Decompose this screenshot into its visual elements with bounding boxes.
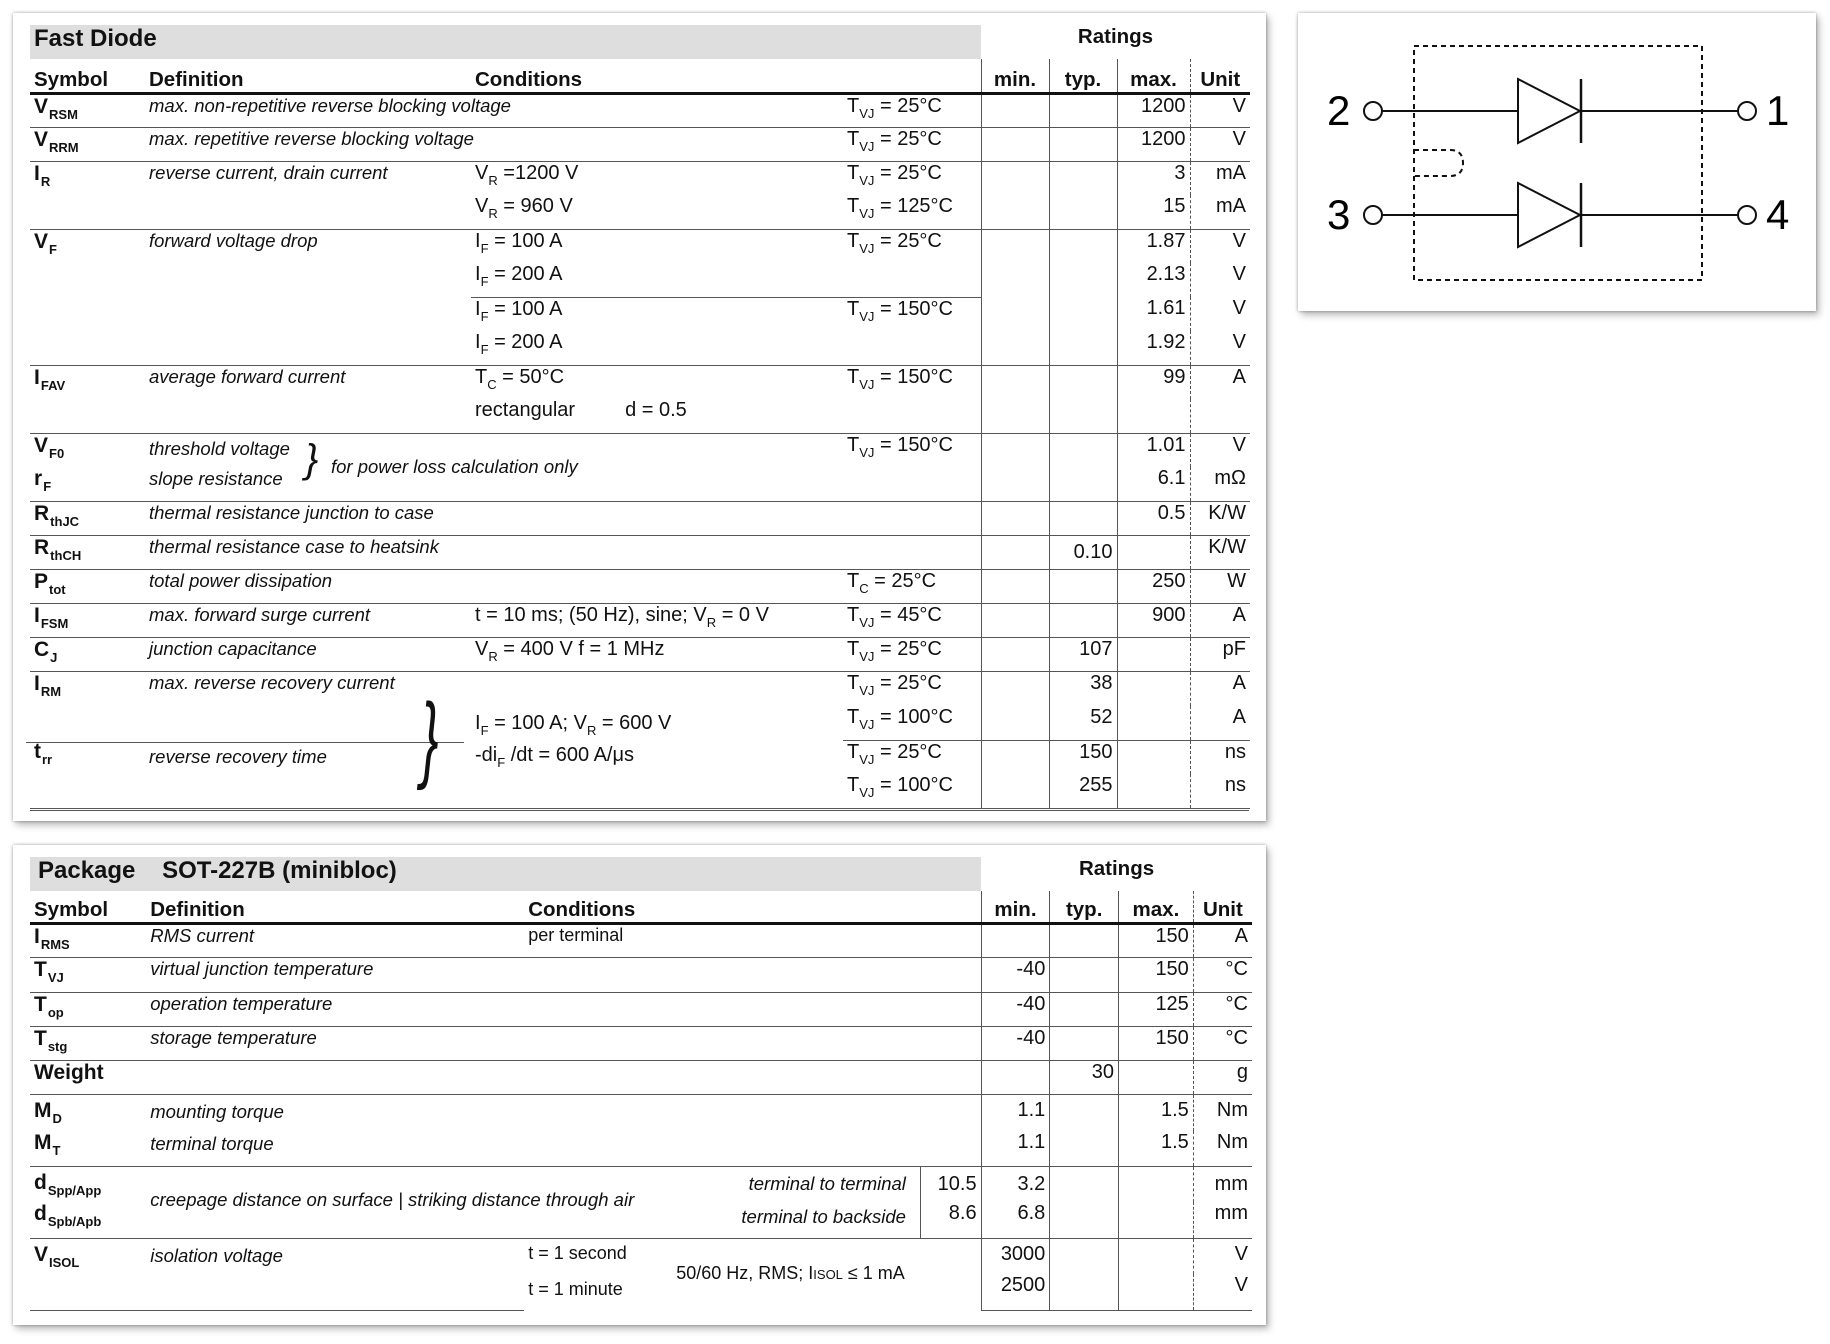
temp-sub: VJ	[859, 376, 875, 392]
table-row	[30, 535, 1250, 569]
definition: thermal resistance case to heatsink	[145, 535, 471, 569]
temp-label: T	[847, 603, 860, 626]
typ-value: 52	[1049, 706, 1117, 740]
condition: per terminal	[528, 924, 624, 945]
max-value: 1.87	[1117, 229, 1190, 263]
max-value: 0.5	[1117, 501, 1190, 535]
table-row	[30, 671, 1250, 706]
header-unit: Unit	[1190, 59, 1250, 93]
temp-label: T	[847, 433, 860, 456]
symbol: R	[34, 535, 50, 559]
cond-value: = 960 V	[497, 195, 573, 217]
symbol: I	[34, 365, 40, 389]
temp-label: T	[847, 127, 860, 150]
min-value: 3000	[981, 1238, 1050, 1274]
unit: V	[1190, 331, 1250, 365]
temp-sub: VJ	[859, 240, 875, 256]
cond-value: = 100 A	[488, 297, 563, 320]
package-outline	[1414, 46, 1702, 280]
temp-sub: VJ	[859, 751, 875, 767]
definition: mounting torque	[146, 1094, 524, 1131]
condition: t = 1 minute	[528, 1278, 623, 1299]
definition: total power dissipation	[145, 569, 471, 603]
symbol-sub: rr	[42, 752, 53, 767]
unit: K/W	[1190, 535, 1250, 569]
symbol: T	[34, 992, 47, 1016]
package-table	[30, 857, 1252, 1311]
temp-sub: VJ	[859, 444, 875, 460]
isolation-note	[676, 1263, 905, 1284]
table-row	[30, 229, 1250, 263]
cond-sub: R	[488, 648, 498, 664]
package-panel	[13, 845, 1266, 1325]
unit: ns	[1190, 774, 1250, 808]
cond-label: V	[475, 637, 489, 660]
temp-value: = 100°C	[879, 706, 953, 728]
temp-label: T	[847, 740, 860, 763]
cond-sub: R	[706, 614, 717, 630]
temp-value: = 125°C	[879, 195, 953, 217]
max-value: 1.92	[1117, 331, 1190, 365]
symbol-sub: thCH	[50, 547, 82, 563]
note-sub: ISOL	[813, 1266, 843, 1282]
header-max: max.	[1117, 59, 1190, 93]
cond-value: = 200 A	[488, 331, 563, 353]
definition: max. repetitive reverse blocking voltage	[145, 127, 471, 161]
symbol-sub: tot	[49, 581, 66, 597]
temp-sub: VJ	[859, 105, 875, 121]
cond-sub: R	[586, 722, 597, 738]
definition: forward voltage drop	[145, 229, 471, 365]
typ-value: 0.10	[1049, 535, 1117, 569]
temp-value: = 25°C	[879, 740, 942, 763]
symbol-sub: J	[50, 649, 58, 665]
unit: A	[1190, 706, 1250, 740]
unit: pF	[1190, 637, 1250, 671]
temp-sub: C	[859, 580, 869, 596]
unit: °C	[1193, 992, 1252, 1026]
cond-label: V	[475, 195, 489, 217]
temp-value: = 45°C	[879, 603, 942, 626]
unit: g	[1193, 1060, 1252, 1094]
max-value: 15	[1117, 195, 1190, 229]
cond-value: = 100 A; V	[488, 711, 587, 734]
definition: storage temperature	[146, 1026, 524, 1060]
temp-value: = 25°C	[879, 127, 942, 150]
max-value: 2.13	[1117, 263, 1190, 297]
table-row	[30, 1060, 1252, 1094]
unit: A	[1190, 671, 1250, 706]
isolation-path	[1414, 150, 1463, 176]
header-symbol: Symbol	[30, 59, 145, 93]
symbol: M	[34, 1131, 52, 1154]
max-value: 1.5	[1119, 1094, 1194, 1131]
symbol-sub: D	[52, 1110, 62, 1126]
table-row	[30, 1202, 1252, 1238]
ratings-label: Ratings	[1077, 25, 1154, 48]
diode-bottom-icon	[1518, 183, 1580, 247]
header-min: min.	[981, 59, 1049, 93]
definition: thermal resistance junction to case	[145, 501, 471, 535]
fast-diode-table	[30, 25, 1250, 809]
temp-label: T	[847, 297, 860, 320]
symbol-sub: VJ	[47, 969, 64, 985]
symbol: I	[34, 924, 40, 948]
typ-value: 150	[1049, 740, 1117, 774]
max-value: 3	[1117, 161, 1190, 195]
unit: A	[1193, 923, 1252, 957]
max-value: 150	[1119, 957, 1194, 992]
table-row	[30, 501, 1250, 535]
definition: max. reverse recovery current	[149, 671, 395, 693]
symbol-sub: ISOL	[49, 1254, 80, 1270]
temp-value: = 25°C	[879, 94, 942, 117]
diode-top-icon	[1518, 79, 1580, 143]
recovery-cond-1	[475, 711, 672, 738]
unit: mA	[1190, 195, 1250, 229]
temp-label: T	[847, 195, 860, 217]
typ-value: 107	[1049, 637, 1117, 671]
min-value: 1.1	[981, 1094, 1050, 1131]
symbol: T	[34, 1026, 47, 1050]
definition: junction capacitance	[145, 637, 471, 671]
temp-label: T	[847, 671, 860, 694]
table-row	[30, 161, 1250, 195]
temp-sub: VJ	[859, 682, 875, 698]
max-value: 150	[1119, 1026, 1194, 1060]
cond-sub: R	[488, 206, 498, 221]
max-value: 250	[1117, 569, 1190, 603]
temp-label: T	[847, 637, 860, 660]
cond-label: T	[475, 365, 488, 388]
unit: mA	[1190, 161, 1250, 195]
symbol: t	[34, 740, 41, 763]
temp-value: = 25°C	[874, 569, 937, 592]
symbol-sub: RM	[40, 683, 62, 699]
definition: slope resistance	[149, 467, 283, 489]
temp-label: T	[847, 569, 860, 592]
unit: K/W	[1190, 501, 1250, 535]
cond-label: I	[475, 711, 481, 734]
unit: V	[1190, 127, 1250, 161]
min-value: -40	[981, 957, 1050, 992]
temp-label: T	[847, 706, 860, 728]
cond-label: V	[475, 161, 489, 184]
unit: A	[1190, 365, 1250, 399]
unit: A	[1190, 603, 1250, 637]
max-value: 99	[1117, 365, 1190, 399]
creepage-definition: creepage distance on surface | striking distance through air	[150, 1188, 635, 1210]
table-row	[30, 93, 1250, 127]
symbol-sub: F	[43, 479, 52, 494]
diode-schematic	[1298, 13, 1816, 311]
brace-icon: }	[305, 436, 319, 481]
symbol: V	[34, 433, 49, 457]
symbol: d	[34, 1202, 47, 1225]
min-value: 2500	[981, 1274, 1050, 1310]
cond-value: d = 0.5	[625, 399, 687, 421]
symbol-sub: RMS	[40, 936, 70, 952]
max-value: 1.61	[1117, 297, 1190, 331]
min-value: -40	[981, 1026, 1050, 1060]
unit: °C	[1193, 1026, 1252, 1060]
table-row	[30, 1131, 1252, 1166]
temp-sub: VJ	[859, 717, 875, 732]
extra-value: 10.5	[920, 1166, 981, 1202]
temp-label: T	[847, 229, 860, 252]
note-text: 50/60 Hz, RMS; I	[676, 1262, 814, 1283]
cond-value: = 400 V f = 1 MHz	[497, 637, 665, 660]
definition: reverse recovery time	[149, 745, 327, 767]
typ-value: 30	[1050, 1060, 1119, 1094]
condition: t = 1 second	[528, 1242, 627, 1263]
unit: ns	[1190, 740, 1250, 774]
temp-value: = 25°C	[879, 161, 942, 184]
header-definition: Definition	[146, 891, 524, 923]
temp-label: T	[847, 365, 860, 388]
extra-value: 8.6	[920, 1202, 981, 1238]
definition: RMS current	[150, 924, 255, 946]
cond-value: = 0 V	[716, 603, 769, 626]
ratings-label: Ratings	[1078, 857, 1155, 880]
symbol: R	[34, 501, 50, 525]
symbol-sub: T	[52, 1143, 61, 1158]
symbol: d	[34, 1170, 47, 1194]
header-typ: typ.	[1049, 59, 1117, 93]
cond-value: = 100 A	[488, 229, 563, 252]
cond-label: I	[475, 297, 481, 320]
package-title: Package	[38, 857, 136, 884]
max-value: 125	[1119, 992, 1194, 1026]
table-row	[30, 1026, 1252, 1060]
header-typ: typ.	[1050, 891, 1119, 923]
typ-value: 255	[1049, 774, 1117, 808]
temp-value: = 25°C	[879, 671, 942, 694]
divider	[30, 810, 1249, 811]
terminal-3-icon	[1364, 206, 1382, 224]
max-value: 1.5	[1119, 1131, 1194, 1166]
table-row	[30, 603, 1250, 637]
header-unit: Unit	[1193, 891, 1252, 923]
symbol: I	[34, 603, 40, 627]
fast-diode-panel	[13, 13, 1266, 821]
temp-value: = 25°C	[879, 637, 942, 660]
max-value: 1200	[1117, 127, 1190, 161]
cond-label: -di	[475, 743, 498, 766]
temp-label: T	[847, 161, 860, 184]
symbol: P	[34, 569, 49, 593]
min-value: 6.8	[981, 1202, 1050, 1238]
table-row	[30, 127, 1250, 161]
terminal-4-icon	[1738, 206, 1756, 224]
definition: max. non-repetitive reverse blocking voltage	[149, 94, 511, 116]
unit: mm	[1193, 1166, 1252, 1202]
temp-value: = 150°C	[879, 433, 953, 456]
symbol-sub: F	[49, 241, 57, 257]
table-row	[30, 923, 1252, 957]
min-value: 3.2	[981, 1166, 1050, 1202]
symbol-sub: thJC	[50, 513, 80, 529]
temp-value: = 150°C	[879, 297, 953, 320]
unit: mΩ	[1190, 467, 1250, 501]
definition: reverse current, drain current	[145, 161, 471, 229]
temp-value: = 25°C	[879, 229, 942, 252]
definition: virtual junction temperature	[146, 957, 524, 992]
symbol: C	[34, 637, 50, 661]
unit: Nm	[1193, 1131, 1252, 1166]
recovery-cond-2	[475, 743, 635, 770]
max-value: 6.1	[1117, 467, 1190, 501]
typ-value: 38	[1049, 671, 1117, 706]
symbol: I	[34, 161, 40, 185]
symbol: V	[34, 1242, 49, 1266]
terminal-2-icon	[1364, 102, 1382, 120]
symbol: I	[34, 671, 40, 695]
symbol: Weight	[30, 1060, 146, 1094]
symbol: V	[34, 229, 49, 253]
note-text: ≤ 1 mA	[842, 1262, 905, 1283]
temp-sub: VJ	[859, 172, 875, 188]
table-row	[30, 1094, 1252, 1131]
max-value: 150	[1119, 923, 1194, 957]
cond-sub: F	[480, 274, 489, 289]
cond-sub: F	[497, 754, 506, 770]
symbol: r	[34, 467, 43, 490]
cond-value: =1200 V	[497, 161, 579, 184]
header-definition: Definition	[145, 59, 471, 93]
unit: V	[1190, 263, 1250, 297]
temp-sub: VJ	[859, 648, 875, 664]
unit: V	[1190, 297, 1250, 331]
powerloss-note: for power loss calculation only	[331, 455, 578, 477]
table-row	[30, 992, 1252, 1026]
condition: terminal to terminal	[748, 1172, 906, 1194]
definition: threshold voltage	[149, 437, 290, 459]
temp-sub: VJ	[859, 206, 875, 221]
definition: max. forward surge current	[145, 603, 471, 637]
symbol-sub: F0	[49, 445, 65, 461]
temp-sub: VJ	[859, 308, 875, 324]
cond-label: rectangular	[475, 399, 576, 421]
min-value: 1.1	[981, 1131, 1050, 1166]
cond-label: I	[475, 331, 481, 353]
unit: W	[1190, 569, 1250, 603]
definition: terminal torque	[150, 1133, 274, 1154]
definition: average forward current	[145, 365, 471, 433]
unit: V	[1190, 93, 1250, 127]
cond-sub: F	[480, 722, 489, 738]
max-value: 1.01	[1117, 433, 1190, 467]
cond-value: = 200 A	[488, 263, 563, 285]
pin-label-4: 4	[1766, 191, 1790, 238]
header-min: min.	[981, 891, 1050, 923]
unit: V	[1193, 1274, 1252, 1310]
symbol: M	[34, 1098, 52, 1122]
header-conditions: Conditions	[471, 59, 981, 93]
temp-sub: VJ	[859, 785, 875, 800]
divider	[26, 742, 464, 743]
pin-label-1: 1	[1766, 87, 1790, 134]
max-value: 900	[1117, 603, 1190, 637]
temp-sub: VJ	[859, 138, 875, 154]
max-value: 1200	[1117, 93, 1190, 127]
min-value: -40	[981, 992, 1050, 1026]
table-row	[30, 957, 1252, 992]
symbol: V	[34, 94, 49, 118]
temp-label: T	[847, 94, 860, 117]
cond-sub: F	[480, 308, 489, 324]
symbol-sub: op	[47, 1004, 64, 1020]
package-name: SOT-227B (minibloc)	[162, 857, 397, 884]
symbol-sub: RRM	[49, 139, 79, 155]
symbol-sub: R	[40, 173, 51, 189]
cond-label: I	[475, 263, 481, 285]
cond-sub: F	[480, 342, 489, 357]
cond-sub: F	[480, 240, 489, 256]
header-conditions: Conditions	[524, 891, 981, 923]
cond-value: = 50°C	[496, 365, 565, 388]
cond-value: = 600 V	[596, 711, 672, 734]
unit: Nm	[1193, 1094, 1252, 1131]
temp-value: = 100°C	[879, 774, 953, 796]
schematic-panel	[1298, 13, 1816, 311]
cond-sub: C	[487, 376, 497, 392]
condition: terminal to backside	[741, 1206, 906, 1227]
unit: V	[1193, 1238, 1252, 1274]
cond-sub: R	[488, 172, 498, 188]
symbol: V	[34, 127, 49, 151]
symbol-sub: FAV	[40, 377, 66, 393]
brace-icon: }	[421, 683, 439, 791]
symbol-sub: stg	[47, 1038, 68, 1054]
symbol-sub: Spb/Apb	[47, 1214, 102, 1229]
table-row	[30, 637, 1250, 671]
symbol: T	[34, 957, 47, 981]
header-symbol: Symbol	[30, 891, 146, 923]
table-row	[30, 569, 1250, 603]
temp-label: T	[847, 774, 860, 796]
temp-value: = 150°C	[879, 365, 953, 388]
pin-label-2: 2	[1327, 87, 1351, 134]
symbol-sub: Spp/App	[47, 1182, 102, 1198]
definition: isolation voltage	[146, 1238, 524, 1274]
pin-label-3: 3	[1327, 191, 1351, 238]
table-row	[30, 1238, 1252, 1274]
symbol-sub: RSM	[49, 106, 78, 122]
unit: V	[1190, 433, 1250, 467]
unit: °C	[1193, 957, 1252, 992]
cond-label: I	[475, 229, 481, 252]
table-row	[30, 1166, 1252, 1202]
table-row	[30, 433, 1250, 467]
header-max: max.	[1119, 891, 1194, 923]
symbol-sub: FSM	[40, 615, 69, 631]
unit: V	[1190, 229, 1250, 263]
table-row	[30, 365, 1250, 399]
definition: operation temperature	[146, 992, 524, 1026]
cond-label: t = 10 ms; (50 Hz), sine; V	[475, 603, 707, 626]
fast-diode-title: Fast Diode	[30, 25, 981, 59]
cond-value: /dt = 600 A/μs	[505, 743, 635, 766]
temp-sub: VJ	[859, 614, 875, 630]
unit: mm	[1193, 1202, 1252, 1238]
terminal-1-icon	[1738, 102, 1756, 120]
